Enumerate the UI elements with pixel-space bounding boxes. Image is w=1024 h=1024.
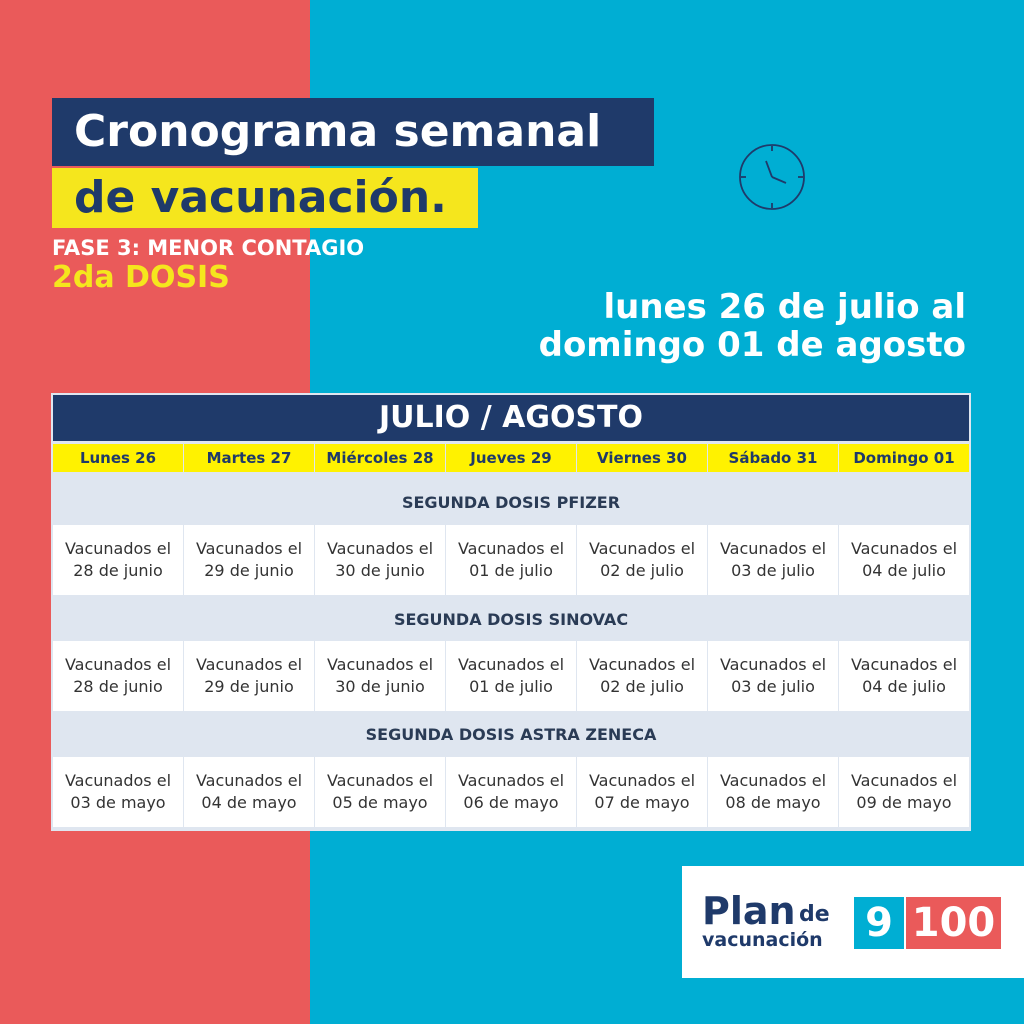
schedule-cell — [184, 525, 314, 595]
schedule-cell-line: Vacunados el — [588, 655, 696, 674]
schedule-cell-line: 29 de junio — [204, 677, 294, 696]
schedule-cell — [315, 641, 445, 711]
schedule-cell-line: 29 de junio — [204, 561, 294, 580]
schedule-cell-line: Vacunados el — [850, 771, 958, 790]
section-label: SEGUNDA DOSIS SINOVAC — [393, 610, 629, 629]
schedule-cell-line: 02 de julio — [600, 677, 684, 696]
schedule-cell-line: Vacunados el — [588, 539, 696, 558]
clock-icon — [738, 143, 806, 211]
logo-number-9: 9 — [854, 897, 904, 949]
schedule-cell-line: Vacunados el — [457, 655, 565, 674]
date-range-line-2: domingo 01 de agosto — [538, 325, 966, 365]
schedule-cell-line: Vacunados el — [195, 655, 303, 674]
schedule-table — [51, 393, 971, 831]
schedule-cell — [839, 641, 969, 711]
schedule-cell-line: 04 de julio — [862, 561, 946, 580]
schedule-cell-line: 02 de julio — [600, 561, 684, 580]
schedule-cell-line: 28 de junio — [73, 561, 163, 580]
schedule-cell — [708, 757, 838, 827]
schedule-cell — [53, 757, 183, 827]
schedule-cell — [446, 525, 576, 595]
schedule-cell-line: 04 de mayo — [201, 793, 297, 812]
logo-vacunacion-text: vacunación — [702, 929, 823, 951]
day-header: Jueves 29 — [446, 444, 576, 472]
schedule-cell — [53, 641, 183, 711]
schedule-cell — [184, 757, 314, 827]
section-label: SEGUNDA DOSIS ASTRA ZENECA — [365, 725, 657, 744]
date-range — [539, 288, 966, 364]
phase-label: FASE 3: MENOR CONTAGIO — [52, 236, 365, 260]
schedule-cell-line: Vacunados el — [326, 539, 434, 558]
schedule-cell-line: Vacunados el — [326, 771, 434, 790]
schedule-cell — [577, 757, 707, 827]
day-header: Martes 27 — [184, 444, 314, 472]
schedule-cell — [839, 757, 969, 827]
schedule-cell-line: Vacunados el — [326, 655, 434, 674]
plan-logo — [682, 866, 1024, 978]
day-header: Miércoles 28 — [315, 444, 445, 472]
schedule-cell — [446, 757, 576, 827]
title-line-2: de vacunación. — [52, 168, 478, 228]
schedule-cell-line: 30 de junio — [335, 561, 425, 580]
schedule-cell — [315, 525, 445, 595]
schedule-cell-line: Vacunados el — [64, 655, 172, 674]
schedule-cell-line: Vacunados el — [850, 655, 958, 674]
schedule-cell — [53, 525, 183, 595]
schedule-cell-line: 03 de julio — [731, 561, 815, 580]
section-label: SEGUNDA DOSIS PFIZER — [401, 493, 621, 512]
schedule-cell-line: 07 de mayo — [594, 793, 690, 812]
schedule-cell-line: Vacunados el — [719, 771, 827, 790]
schedule-cell — [708, 525, 838, 595]
schedule-cell-line: 09 de mayo — [856, 793, 952, 812]
schedule-cell-line: 08 de mayo — [725, 793, 821, 812]
day-header: Viernes 30 — [577, 444, 707, 472]
schedule-cell — [708, 641, 838, 711]
schedule-cell — [184, 641, 314, 711]
schedule-cell-line: Vacunados el — [457, 771, 565, 790]
schedule-title: JULIO / AGOSTO — [53, 395, 969, 441]
schedule-cell-line: 04 de julio — [862, 677, 946, 696]
schedule-cell-line: Vacunados el — [64, 771, 172, 790]
logo-de-text: de — [799, 902, 830, 927]
schedule-cell-line: 06 de mayo — [463, 793, 559, 812]
schedule-cell-line: 30 de junio — [335, 677, 425, 696]
schedule-cell — [839, 525, 969, 595]
schedule-cell-line: 03 de mayo — [70, 793, 166, 812]
day-header: Sábado 31 — [708, 444, 838, 472]
schedule-cell-line: Vacunados el — [719, 655, 827, 674]
schedule-cell — [315, 757, 445, 827]
schedule-cell-line: Vacunados el — [64, 539, 172, 558]
date-range-line-1: lunes 26 de julio al — [603, 287, 966, 327]
schedule-cell-line: 05 de mayo — [332, 793, 428, 812]
schedule-cell-line: 01 de julio — [469, 561, 553, 580]
schedule-cell-line: Vacunados el — [195, 539, 303, 558]
day-header: Domingo 01 — [839, 444, 969, 472]
logo-plan-text: Plan — [702, 889, 796, 933]
schedule-cell-line: Vacunados el — [850, 539, 958, 558]
day-header: Lunes 26 — [53, 444, 183, 472]
schedule-cell-line: 03 de julio — [731, 677, 815, 696]
schedule-cell-line: 28 de junio — [73, 677, 163, 696]
schedule-cell — [577, 641, 707, 711]
logo-number-100: 100 — [906, 897, 1001, 949]
schedule-cell-line: 01 de julio — [469, 677, 553, 696]
schedule-cell-line: Vacunados el — [457, 539, 565, 558]
schedule-cell-line: Vacunados el — [195, 771, 303, 790]
schedule-cell-line: Vacunados el — [719, 539, 827, 558]
schedule-cell-line: Vacunados el — [588, 771, 696, 790]
dose-label: 2da DOSIS — [52, 260, 230, 295]
schedule-cell — [577, 525, 707, 595]
schedule-cell — [446, 641, 576, 711]
title-line-1: Cronograma semanal — [52, 98, 654, 166]
